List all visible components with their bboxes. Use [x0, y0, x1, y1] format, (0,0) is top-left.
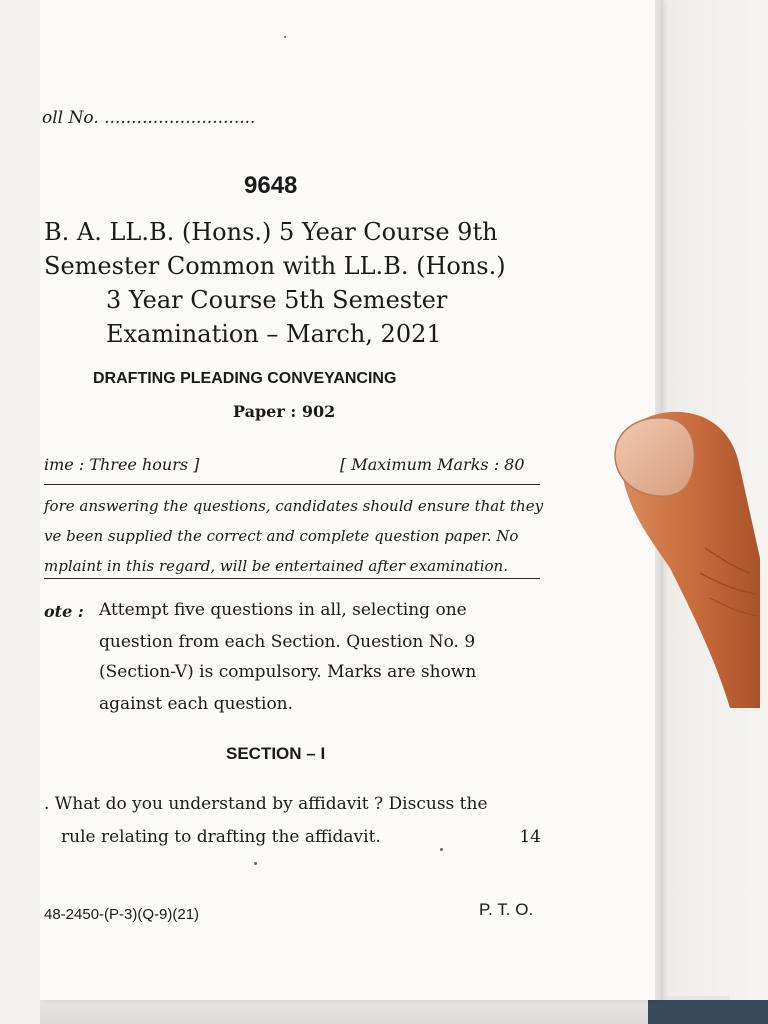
speck	[440, 848, 443, 851]
title-line-1: B. A. LL.B. (Hons.) 5 Year Course 9th	[44, 218, 498, 246]
note-line-2: question from each Section. Question No. 9	[99, 632, 476, 652]
time-allowed: ime : Three hours ]	[44, 455, 200, 474]
question-1-line-2	[61, 827, 541, 847]
note-label: ote :	[44, 602, 84, 621]
instruction-line-2: ve been supplied the correct and complete question paper. No	[44, 527, 519, 545]
note-line-4: against each question.	[99, 694, 294, 714]
note-line-1: Attempt five questions in all, selecting one	[99, 600, 467, 620]
title-line-3: 3 Year Course 5th Semester	[106, 286, 448, 314]
pto-label: P. T. O.	[479, 900, 534, 919]
question-1-line-1: . What do you understand by affidavit ? Discuss the	[44, 794, 488, 814]
instruction-line-1: fore answering the questions, candidates should ensure that they	[44, 497, 544, 515]
thumb-image	[610, 408, 760, 708]
title-line-2: Semester Common with LL.B. (Hons.)	[44, 252, 506, 280]
subject-title: DRAFTING PLEADING CONVEYANCING	[93, 370, 397, 387]
question-1-marks: 14	[519, 827, 541, 847]
speck	[284, 36, 286, 38]
paper-number: Paper : 902	[233, 402, 336, 421]
maximum-marks: [ Maximum Marks : 80	[340, 455, 525, 474]
footer-code: 48-2450-(P-3)(Q-9)(21)	[44, 906, 200, 923]
instruction-line-3: mplaint in this regard, will be entertained after examination.	[44, 557, 508, 575]
divider-top	[44, 484, 540, 485]
paper-code: 9648	[244, 172, 298, 199]
question-1-text: rule relating to drafting the affidavit.	[61, 827, 381, 847]
note-line-3: (Section-V) is compulsory. Marks are shown	[99, 662, 477, 682]
binder-strip	[648, 1000, 768, 1024]
title-line-4: Examination – March, 2021	[106, 320, 442, 348]
page-stack-edge	[40, 996, 730, 1024]
section-heading: SECTION – I	[226, 744, 326, 763]
roll-number-field: oll No. ............................	[42, 108, 256, 128]
speck	[254, 862, 257, 865]
divider-bottom	[44, 578, 540, 579]
